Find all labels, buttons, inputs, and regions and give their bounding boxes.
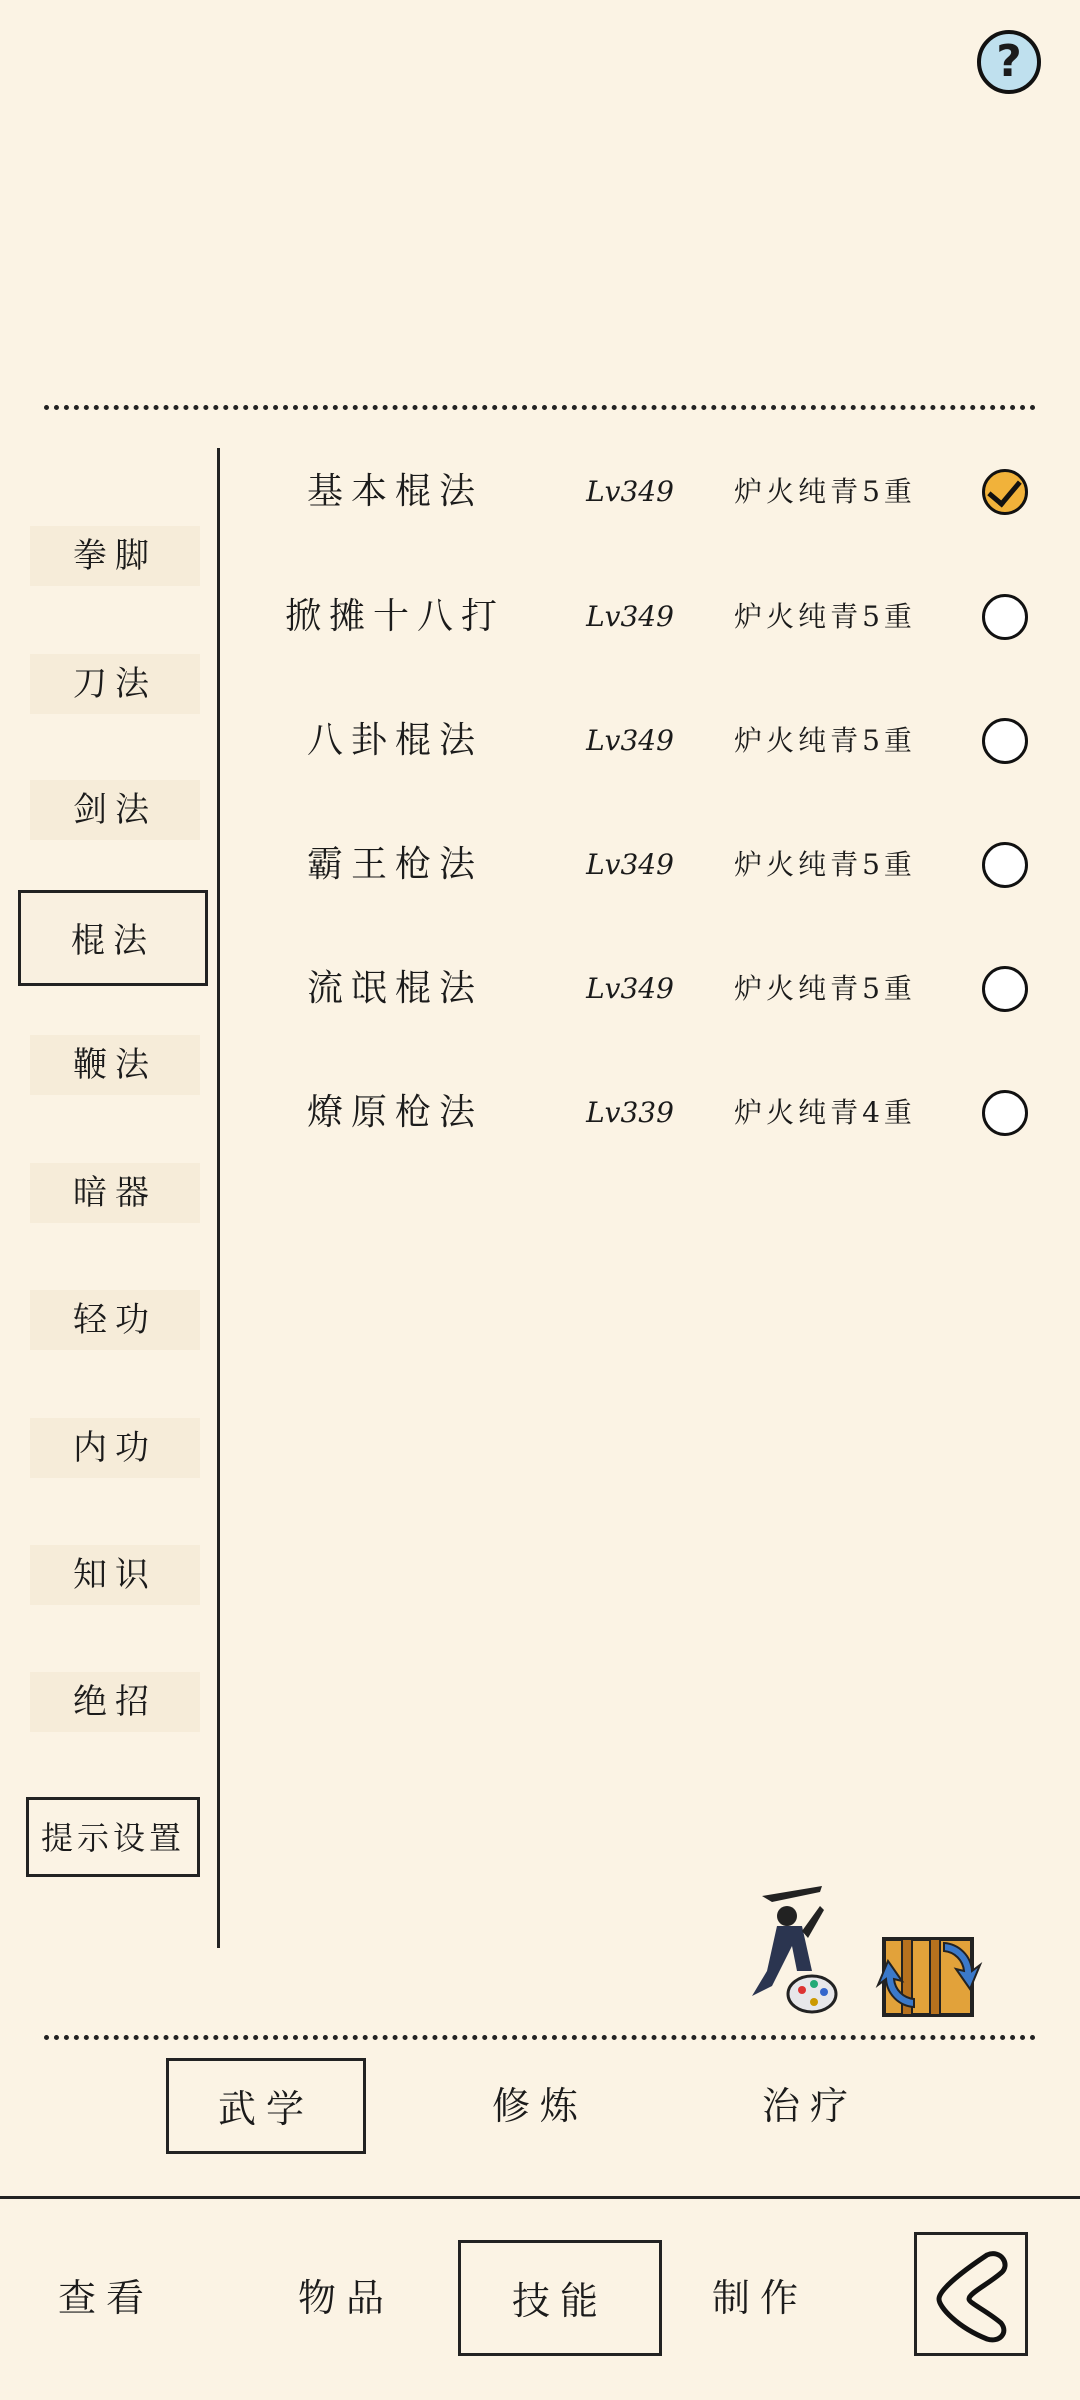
empty-circle-icon[interactable] bbox=[982, 842, 1028, 888]
skill-level: Lv339 bbox=[586, 1096, 674, 1129]
skill-tier: 炉火纯青5重 bbox=[734, 475, 916, 508]
skill-tier: 炉火纯青5重 bbox=[734, 600, 916, 633]
skill-row[interactable] bbox=[240, 949, 1060, 1029]
back-button[interactable] bbox=[914, 2232, 1028, 2356]
tab-wuxue[interactable]: 武学 bbox=[166, 2058, 366, 2154]
category-item-daofa[interactable]: 刀法 bbox=[30, 654, 200, 714]
empty-circle-icon[interactable] bbox=[982, 966, 1028, 1012]
skill-level: Lv349 bbox=[586, 972, 674, 1005]
category-item-juezhao[interactable]: 绝招 bbox=[30, 1672, 200, 1732]
category-item-qinggong[interactable]: 轻功 bbox=[30, 1290, 200, 1350]
back-arrow-icon bbox=[917, 2235, 1025, 2353]
category-item-anqi[interactable]: 暗器 bbox=[30, 1163, 200, 1223]
category-item-zhishi[interactable]: 知识 bbox=[30, 1545, 200, 1605]
help-button[interactable]: ? bbox=[977, 30, 1041, 94]
nav-zhizuo[interactable]: 制作 bbox=[711, 2276, 808, 2320]
skill-name: 霸王枪法 bbox=[306, 844, 483, 885]
nav-jineng[interactable]: 技能 bbox=[458, 2240, 662, 2356]
skill-tier: 炉火纯青5重 bbox=[734, 972, 916, 1005]
bottom-divider bbox=[44, 2035, 1036, 2040]
checkmark-icon[interactable] bbox=[982, 469, 1028, 515]
nav-chakan[interactable]: 查看 bbox=[57, 2276, 154, 2320]
skill-row[interactable] bbox=[240, 1073, 1060, 1153]
sidebar-divider bbox=[217, 448, 220, 1948]
tab-zhiliao[interactable]: 治疗 bbox=[761, 2084, 858, 2128]
category-item-quanjiao[interactable]: 拳脚 bbox=[30, 526, 200, 586]
category-item-gunfa[interactable]: 棍法 bbox=[18, 890, 208, 986]
skill-level: Lv349 bbox=[586, 848, 674, 881]
category-item-neigong[interactable]: 内功 bbox=[30, 1418, 200, 1478]
nav-wupin[interactable]: 物品 bbox=[297, 2276, 394, 2320]
skill-name: 八卦棍法 bbox=[306, 720, 483, 761]
skill-row[interactable] bbox=[240, 701, 1060, 781]
skill-level: Lv349 bbox=[586, 475, 674, 508]
top-divider bbox=[44, 405, 1036, 410]
skill-name: 掀摊十八打 bbox=[284, 596, 505, 637]
empty-circle-icon[interactable] bbox=[982, 718, 1028, 764]
skill-tier: 炉火纯青5重 bbox=[734, 848, 916, 881]
skill-name: 基本棍法 bbox=[306, 471, 483, 512]
skill-tier: 炉火纯青5重 bbox=[734, 724, 916, 757]
skill-level: Lv349 bbox=[586, 600, 674, 633]
skill-name: 流氓棍法 bbox=[306, 968, 483, 1009]
skill-level: Lv349 bbox=[586, 724, 674, 757]
tab-xiulian[interactable]: 修炼 bbox=[491, 2084, 588, 2128]
empty-circle-icon[interactable] bbox=[982, 594, 1028, 640]
empty-circle-icon[interactable] bbox=[982, 1090, 1028, 1136]
skill-row[interactable] bbox=[240, 452, 1060, 532]
skill-name: 燎原枪法 bbox=[306, 1092, 483, 1133]
hint-settings-button[interactable]: 提示设置 bbox=[26, 1797, 200, 1877]
category-item-jianfa[interactable]: 剑法 bbox=[30, 780, 200, 840]
skill-row[interactable] bbox=[240, 825, 1060, 905]
category-item-bianfa[interactable]: 鞭法 bbox=[30, 1035, 200, 1095]
skill-row[interactable] bbox=[240, 577, 1060, 657]
scroll-swap-icon[interactable] bbox=[874, 1925, 984, 2025]
martial-artist-palette-icon[interactable] bbox=[742, 1876, 842, 2026]
skill-tier: 炉火纯青4重 bbox=[734, 1096, 916, 1129]
